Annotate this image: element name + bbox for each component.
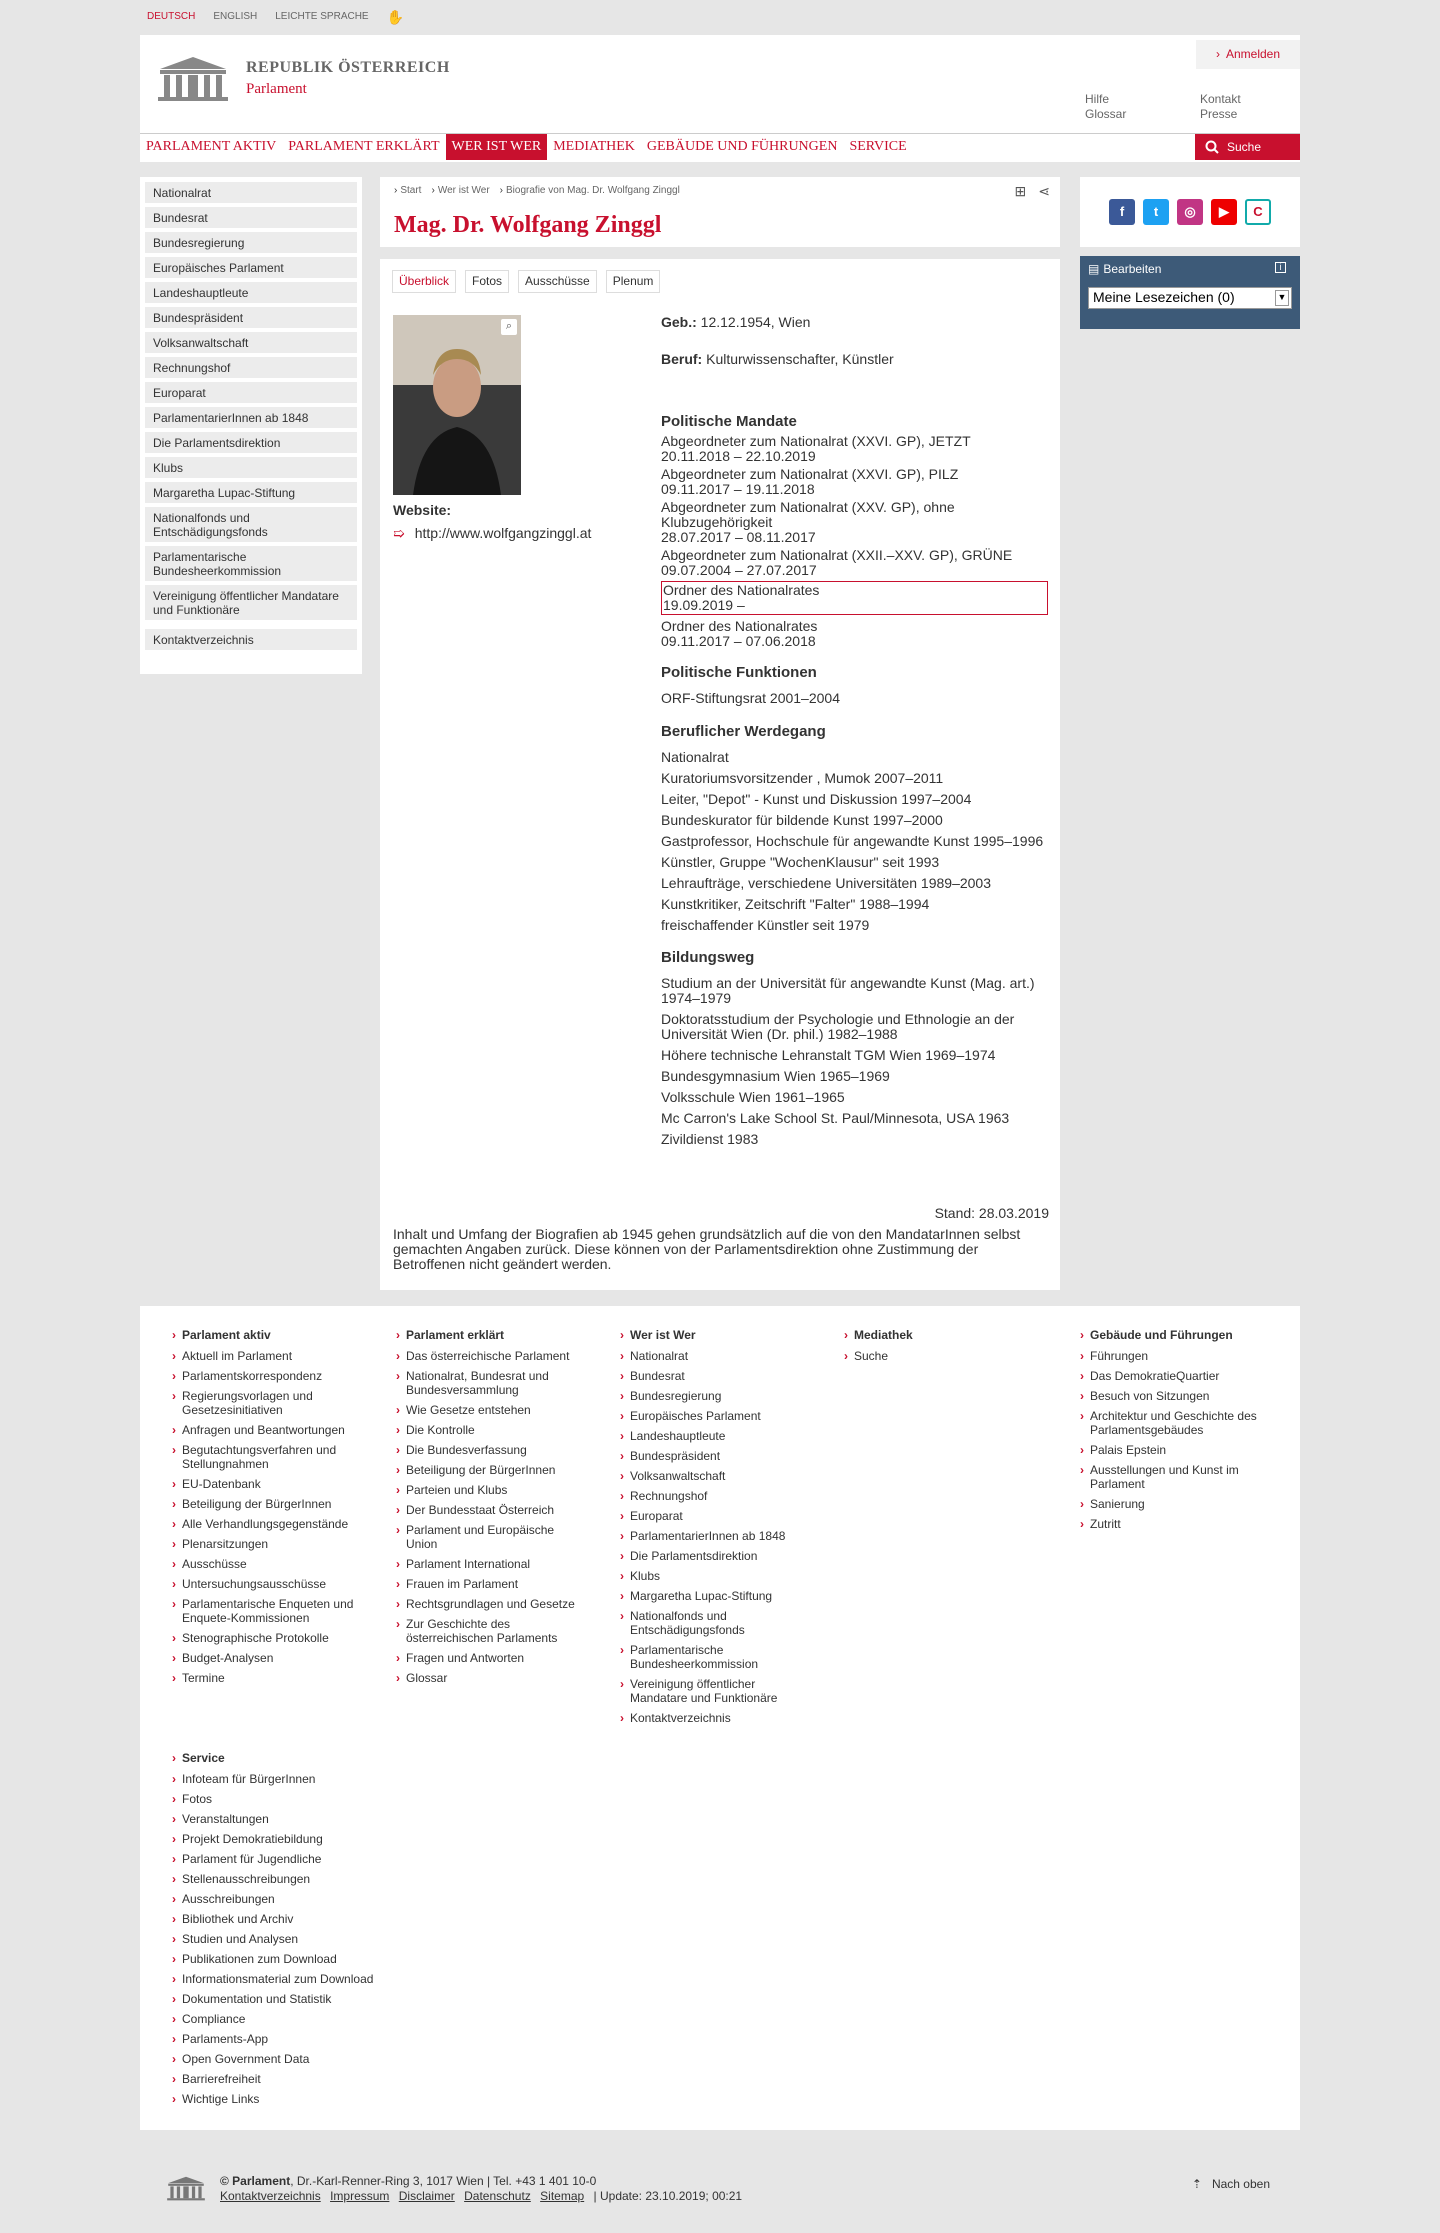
logo-subtitle: Parlament <box>246 80 307 97</box>
portrait-image <box>393 315 521 495</box>
footer-link[interactable]: › Veranstaltungen <box>182 1812 412 1826</box>
social-links <box>1080 177 1300 247</box>
nav-wer-ist-wer[interactable]: WER IST WER <box>446 134 548 160</box>
youtube-icon[interactable]: ▶ <box>1211 199 1237 225</box>
footer-link[interactable]: › Architektur und Geschichte des Parlamentsgebäudes <box>1090 1409 1270 1437</box>
career-heading: Beruflicher Werdegang <box>661 723 826 740</box>
sidebar-item-bundesrat[interactable]: Bundesrat <box>145 207 357 228</box>
career-item: Leiter, "Depot" - Kunst und Diskussion 1997–2004 <box>661 791 972 807</box>
footer-col-service <box>182 1751 412 2112</box>
breadcrumb <box>394 185 680 198</box>
zoom-icon[interactable]: ⌕ <box>501 319 517 335</box>
career-item: Bundeskurator für bildende Kunst 1997–2000 <box>661 812 943 828</box>
footer-col-aktiv <box>182 1328 372 1691</box>
address: , Dr.-Karl-Renner-Ring 3, 1017 Wien | Tel. +43 1 401 10-0 <box>290 2174 597 2188</box>
footer-link[interactable]: › Fotos <box>182 1792 412 1806</box>
copyright: © Parlament <box>220 2174 291 2188</box>
portrait-photo[interactable] <box>393 315 521 495</box>
footer-link[interactable]: › Die Parlamentsdirektion <box>630 1549 800 1563</box>
nav-gebaeude[interactable]: GEBÄUDE UND FÜHRUNGEN <box>646 138 838 154</box>
education-heading: Bildungsweg <box>661 949 755 966</box>
footer-link[interactable]: › Das österreichische Parlament <box>406 1349 576 1363</box>
footer-link[interactable]: › Nationalrat <box>630 1349 800 1363</box>
footer-link[interactable]: › Termine <box>182 1671 372 1685</box>
footer-link[interactable]: › Stellenausschreibungen <box>182 1872 412 1886</box>
footer-link[interactable]: › Ausschüsse <box>182 1557 372 1571</box>
chevron-down-icon: ▼ <box>1275 290 1289 306</box>
glossary-link[interactable]: Glossar <box>1085 107 1127 121</box>
footer-link[interactable]: › Europarat <box>630 1509 800 1523</box>
footer-link[interactable]: › Dokumentation und Statistik <box>182 1992 412 2006</box>
share-icon[interactable]: ⋖ <box>1038 183 1050 199</box>
sidebar-item-klubs[interactable]: Klubs <box>145 457 357 478</box>
tab-committees[interactable]: Ausschüsse <box>518 270 597 293</box>
footer-link[interactable]: › Compliance <box>182 2012 412 2026</box>
footer-link[interactable]: › Infoteam für BürgerInnen <box>182 1772 412 1786</box>
footer-link[interactable]: › Kontaktverzeichnis <box>630 1711 800 1725</box>
sidebar-item-parlamentarier[interactable]: ParlamentarierInnen ab 1848 <box>145 407 357 428</box>
biography-tabs <box>392 270 660 293</box>
footer-link[interactable]: › Wie Gesetze entstehen <box>406 1403 576 1417</box>
tab-plenum[interactable]: Plenum <box>606 270 661 293</box>
footer-heading[interactable]: › Parlament aktiv <box>182 1328 372 1342</box>
footer-link[interactable]: › Barrierefreiheit <box>182 2072 412 2086</box>
login-button[interactable]: › Anmelden <box>1196 40 1300 69</box>
footer-col-gebaeude <box>1090 1328 1270 1537</box>
footer-link[interactable]: › Bundesregierung <box>630 1389 800 1403</box>
footer-info <box>220 2174 742 2204</box>
language-bar <box>140 0 1300 35</box>
mandates-heading: Politische Mandate <box>661 413 797 430</box>
career-item: Künstler, Gruppe "WochenKlausur" seit 1993 <box>661 854 940 870</box>
footer-link[interactable]: › Suche <box>854 1349 1004 1363</box>
footer-heading[interactable]: › Mediathek <box>854 1328 1004 1342</box>
bookmarks-select[interactable]: Meine Lesezeichen (0) ▼ <box>1088 287 1292 309</box>
right-column <box>1080 177 1300 329</box>
footer-link[interactable]: › Die Bundesverfassung <box>406 1443 576 1457</box>
footer-link[interactable]: › Untersuchungsausschüsse <box>182 1577 372 1591</box>
search-button[interactable]: Suche <box>1195 134 1300 160</box>
nav-service[interactable]: SERVICE <box>849 138 907 154</box>
breadcrumb-wer-ist-wer[interactable]: › Wer ist Wer <box>431 185 489 198</box>
sidebar-item-bundespraesident[interactable]: Bundespräsident <box>145 307 357 328</box>
footer-link[interactable]: › Parteien und Klubs <box>406 1483 576 1497</box>
footer-link[interactable]: › Bundespräsident <box>630 1449 800 1463</box>
footer-link[interactable]: › Beteiligung der BürgerInnen <box>182 1497 372 1511</box>
education-item: Höhere technische Lehranstalt TGM Wien 1969–1974 <box>661 1047 996 1063</box>
footer-link[interactable]: › Begutachtungsverfahren und Stellungnahmen <box>182 1443 372 1471</box>
footer-link[interactable]: › Studien und Analysen <box>182 1932 412 1946</box>
education-item: Volksschule Wien 1961–1965 <box>661 1089 845 1105</box>
footer-heading[interactable]: › Service <box>182 1751 412 1765</box>
footer-link[interactable]: › Parlaments-App <box>182 2032 412 2046</box>
footer-link[interactable]: › Plenarsitzungen <box>182 1537 372 1551</box>
footer-link[interactable]: › Fragen und Antworten <box>406 1651 576 1665</box>
twitter-icon[interactable]: t <box>1143 199 1169 225</box>
career-item: freischaffender Künstler seit 1979 <box>661 917 870 933</box>
biography-disclaimer: Inhalt und Umfang der Biografien ab 1945 gehen grundsätzlich auf die von den MandatarInnen selbst gemachten Angaben zurück. Diese können von der Parlamentsdirektion ohne Zustimmung der Betroffenen nicht geändert werden. <box>393 1226 1021 1272</box>
external-link-icon: ➯ <box>393 525 405 541</box>
site-header <box>140 35 1300 162</box>
mandate-item: Abgeordneter zum Nationalrat (XXII.–XXV. GP), GRÜNE 09.07.2004 – 27.07.2017 <box>661 547 1013 578</box>
footer-heading[interactable]: › Wer ist Wer <box>630 1328 800 1342</box>
sidebar-item-parlamentsdirektion[interactable]: Die Parlamentsdirektion <box>145 432 357 453</box>
footer-heading[interactable]: › Gebäude und Führungen <box>1090 1328 1270 1342</box>
website-link[interactable]: ➯ http://www.wolfgangzinggl.at <box>393 525 592 541</box>
footer-col-erklaert <box>406 1328 576 1691</box>
footer-link-impressum[interactable]: Impressum <box>330 2189 390 2203</box>
info-icon[interactable]: i <box>1275 262 1286 273</box>
footer-link[interactable]: › Parlamentskorrespondenz <box>182 1369 372 1383</box>
footer-link[interactable]: › ParlamentarierInnen ab 1848 <box>630 1529 800 1543</box>
career-item: Nationalrat <box>661 749 729 765</box>
footer-link[interactable]: › EU-Datenbank <box>182 1477 372 1491</box>
footer-col-wer <box>630 1328 800 1731</box>
parliament-building-icon[interactable] <box>165 2174 207 2202</box>
sidebar-item-bundesheerkommission[interactable]: Parlamentarische Bundesheerkommission <box>145 546 357 581</box>
career-item: Kunstkritiker, Zeitschrift "Falter" 1988–1994 <box>661 896 930 912</box>
current-mandate-item: Ordner des Nationalrates 19.09.2019 – <box>661 581 1048 615</box>
lang-deutsch[interactable]: DEUTSCH <box>147 11 196 23</box>
functions-heading: Politische Funktionen <box>661 664 817 681</box>
search-icon <box>1205 140 1219 154</box>
instagram-icon[interactable]: ◎ <box>1177 199 1203 225</box>
footer-link[interactable]: › Parlamentarische Enqueten und Enquete-Kommissionen <box>182 1597 372 1625</box>
footer-link[interactable]: › Aktuell im Parlament <box>182 1349 372 1363</box>
breadcrumb-current: › Biografie von Mag. Dr. Wolfgang Zinggl <box>500 185 680 198</box>
footer-link[interactable]: › Beteiligung der BürgerInnen <box>406 1463 576 1477</box>
footer-link[interactable]: › Die Kontrolle <box>406 1423 576 1437</box>
page-bottom-bar <box>140 2130 1300 2227</box>
sidebar-item-landeshauptleute[interactable]: Landeshauptleute <box>145 282 357 303</box>
update-info: | Update: 23.10.2019; 00:21 <box>593 2189 743 2203</box>
arrow-up-icon: ⇡ <box>1191 2177 1202 2191</box>
sidebar-item-rechnungshof[interactable]: Rechnungshof <box>145 357 357 378</box>
title-panel <box>380 177 1060 247</box>
footer-link[interactable]: › Führungen <box>1090 1349 1270 1363</box>
footer-link[interactable]: › Der Bundesstaat Österreich <box>406 1503 576 1517</box>
nav-parlament-erklaert[interactable]: PARLAMENT ERKLÄRT <box>288 138 440 154</box>
contact-link[interactable]: Kontakt <box>1200 92 1241 106</box>
sidebar-item-europarat[interactable]: Europarat <box>145 382 357 403</box>
nav-mediathek[interactable]: MEDIATHEK <box>553 138 635 154</box>
footer-link[interactable]: › Zur Geschichte des österreichischen Parlaments <box>406 1617 576 1645</box>
footer-col-mediathek <box>854 1328 1004 1369</box>
footer-link[interactable]: › Rechtsgrundlagen und Gesetze <box>406 1597 576 1611</box>
footer-link[interactable]: › Europäisches Parlament <box>630 1409 800 1423</box>
footer-link[interactable]: › Palais Epstein <box>1090 1443 1270 1457</box>
mandate-item: Ordner des Nationalrates 09.11.2017 – 07.06.2018 <box>661 618 818 649</box>
last-updated: Stand: 28.03.2019 <box>934 1205 1049 1221</box>
education-item: Studium an der Universität für angewandte Kunst (Mag. art.) 1974–1979 <box>661 975 1035 1006</box>
footer-link[interactable]: › Parlament für Jugendliche <box>182 1852 412 1866</box>
main-navigation <box>140 133 1300 159</box>
footer-link[interactable]: › Alle Verhandlungsgegenstände <box>182 1517 372 1531</box>
function-item: ORF-Stiftungsrat 2001–2004 <box>661 690 840 706</box>
footer-link-kontakt[interactable]: Kontaktverzeichnis <box>220 2189 321 2203</box>
footer-link[interactable]: › Vereinigung öffentlicher Mandatare und Funktionäre <box>630 1677 800 1705</box>
bookmark-add-icon[interactable]: ⊞ <box>1014 183 1027 199</box>
press-link[interactable]: Presse <box>1200 107 1238 121</box>
footer-link[interactable]: › Bundesrat <box>630 1369 800 1383</box>
sidebar-item-nationalfonds[interactable]: Nationalfonds und Entschädigungsfonds <box>145 507 357 542</box>
edit-label[interactable]: Bearbeiten <box>1103 262 1162 276</box>
footer-link[interactable]: › Nationalrat, Bundesrat und Bundesversammlung <box>406 1369 576 1397</box>
footer-heading[interactable]: › Parlament erklärt <box>406 1328 576 1342</box>
footer-link[interactable]: › Parlamentarische Bundesheerkommission <box>630 1643 800 1671</box>
sidebar-item-volksanwaltschaft[interactable]: Volksanwaltschaft <box>145 332 357 353</box>
nav-parlament-aktiv[interactable]: PARLAMENT AKTIV <box>146 138 277 154</box>
birth-info: Geb.: 12.12.1954, Wien <box>661 314 811 330</box>
biography-details <box>661 315 1048 1153</box>
sidebar-item-eu-parlament[interactable]: Europäisches Parlament <box>145 257 357 278</box>
footer-link[interactable]: › Ausschreibungen <box>182 1892 412 1906</box>
footer-link[interactable]: › Nationalfonds und Entschädigungsfonds <box>630 1609 800 1637</box>
back-to-top-button[interactable]: ⇡ Nach oben <box>1191 2177 1270 2191</box>
footer-sitemap <box>140 1306 1300 2130</box>
footer-link[interactable]: › Glossar <box>406 1671 576 1685</box>
footer-link[interactable]: › Margaretha Lupac-Stiftung <box>630 1589 800 1603</box>
tab-photos[interactable]: Fotos <box>465 270 509 293</box>
sidebar-item-vereinigung[interactable]: Vereinigung öffentlicher Mandatare und Funktionäre <box>145 585 357 620</box>
career-item: Kuratoriumsvorsitzender , Mumok 2007–2011 <box>661 770 944 786</box>
sidebar-item-nationalrat[interactable]: Nationalrat <box>145 182 357 203</box>
footer-link[interactable]: › Landeshauptleute <box>630 1429 800 1443</box>
lang-english[interactable]: ENGLISH <box>213 11 258 23</box>
biography-panel <box>380 259 1060 1290</box>
logo-title: REPUBLIK ÖSTERREICH <box>246 58 450 76</box>
footer-link[interactable]: › Publikationen zum Download <box>182 1952 412 1966</box>
tab-overview[interactable]: Überblick <box>392 270 456 293</box>
footer-link[interactable]: › Frauen im Parlament <box>406 1577 576 1591</box>
education-item: Zivildienst 1983 <box>661 1131 759 1147</box>
bookmarks-panel <box>1080 256 1300 329</box>
footer-link[interactable]: › Parlament International <box>406 1557 576 1571</box>
sign-language-icon[interactable]: ✋ <box>386 8 405 25</box>
footer-link[interactable]: › Stenographische Protokolle <box>182 1631 372 1645</box>
mandate-item: Abgeordneter zum Nationalrat (XXV. GP), ohne Klubzugehörigkeit 28.07.2017 – 08.11.2017 <box>661 499 955 545</box>
footer-link[interactable]: › Projekt Demokratiebildung <box>182 1832 412 1846</box>
career-item: Lehraufträge, verschiedene Universitäten 1989–2003 <box>661 875 992 891</box>
sidebar-item-kontaktverzeichnis[interactable]: Kontaktverzeichnis <box>145 629 357 650</box>
footer-link[interactable]: › Bibliothek und Archiv <box>182 1912 412 1926</box>
footer-link[interactable]: › Informationsmaterial zum Download <box>182 1972 412 1986</box>
page-title: Mag. Dr. Wolfgang Zinggl <box>394 212 662 238</box>
footer-link[interactable]: › Budget-Analysen <box>182 1651 372 1665</box>
folder-icon: ▤ <box>1088 262 1100 276</box>
sidebar-nav <box>140 177 362 674</box>
footer-link-sitemap[interactable]: Sitemap <box>540 2189 585 2203</box>
footer-link[interactable]: › Regierungsvorlagen und Gesetzesinitiativen <box>182 1389 372 1417</box>
footer-link[interactable]: › Wichtige Links <box>182 2092 412 2106</box>
education-item: Mc Carron's Lake School St. Paul/Minnesota, USA 1963 <box>661 1110 1010 1126</box>
footer-link[interactable]: › Ausstellungen und Kunst im Parlament <box>1090 1463 1270 1491</box>
demokratiewebstatt-icon[interactable]: C <box>1245 199 1271 225</box>
sidebar-item-lupac[interactable]: Margaretha Lupac-Stiftung <box>145 482 357 503</box>
footer-link[interactable]: › Zutritt <box>1090 1517 1270 1531</box>
footer-link[interactable]: › Volksanwaltschaft <box>630 1469 800 1483</box>
breadcrumb-start[interactable]: › Start <box>394 185 421 198</box>
footer-link[interactable]: › Rechnungshof <box>630 1489 800 1503</box>
parliament-building-icon <box>154 55 232 101</box>
footer-link-datenschutz[interactable]: Datenschutz <box>464 2189 531 2203</box>
footer-link[interactable]: › Klubs <box>630 1569 800 1583</box>
career-item: Gastprofessor, Hochschule für angewandte Kunst 1995–1996 <box>661 833 1044 849</box>
mandate-item: Abgeordneter zum Nationalrat (XXVI. GP), JETZT 20.11.2018 – 22.10.2019 <box>661 433 971 464</box>
lang-easy[interactable]: LEICHTE SPRACHE <box>275 11 369 23</box>
parliament-logo[interactable] <box>154 55 450 101</box>
footer-link[interactable]: › Open Government Data <box>182 2052 412 2066</box>
footer-link[interactable]: › Parlament und Europäische Union <box>406 1523 576 1551</box>
education-item: Bundesgymnasium Wien 1965–1969 <box>661 1068 890 1084</box>
education-item: Doktoratsstudium der Psychologie und Ethnologie an der Universität Wien (Dr. phil.) 1982–1988 <box>661 1011 1015 1042</box>
help-link[interactable]: Hilfe <box>1085 92 1110 106</box>
footer-link[interactable]: › Das DemokratieQuartier <box>1090 1369 1270 1383</box>
facebook-icon[interactable]: f <box>1109 199 1135 225</box>
profession-info: Beruf: Kulturwissenschafter, Künstler <box>661 351 894 367</box>
footer-link-disclaimer[interactable]: Disclaimer <box>398 2189 455 2203</box>
sidebar-item-bundesregierung[interactable]: Bundesregierung <box>145 232 357 253</box>
footer-link[interactable]: › Anfragen und Beantwortungen <box>182 1423 372 1437</box>
footer-link[interactable]: › Sanierung <box>1090 1497 1270 1511</box>
footer-link[interactable]: › Besuch von Sitzungen <box>1090 1389 1270 1403</box>
mandate-item: Abgeordneter zum Nationalrat (XXVI. GP), PILZ 09.11.2017 – 19.11.2018 <box>661 466 959 497</box>
website-label: Website: <box>393 502 452 518</box>
